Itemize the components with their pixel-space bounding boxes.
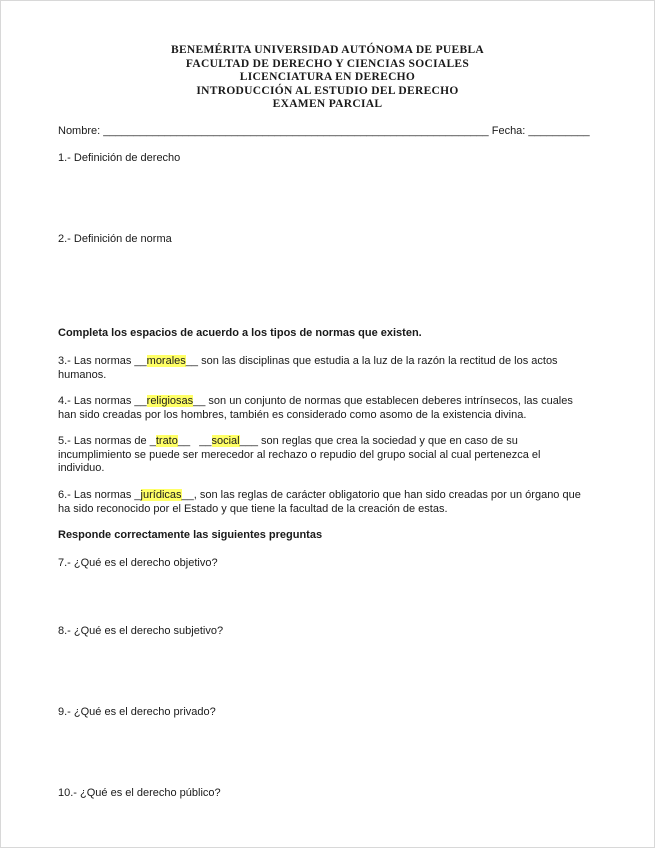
q4-answer: religiosas <box>146 395 194 407</box>
question-5-line2: incumplimiento se puede ser merecedor al rechazo o repudio del grupo social al cual pertenezca el <box>58 448 541 461</box>
question-6-line2: ha sido reconocido por el Estado y que tiene la facultad de la creación de estas. <box>58 502 448 515</box>
q3-prefix: 3.- Las normas __ <box>58 355 147 367</box>
q5-prefix: 5.- Las normas de _ <box>58 435 156 447</box>
date-blank: __________ <box>528 125 590 137</box>
q5-middle: __ __ <box>177 435 212 447</box>
header-program: LICENCIATURA EN DERECHO <box>239 71 416 84</box>
question-7: 7.- ¿Qué es el derecho objetivo? <box>58 557 218 569</box>
question-5-line3: individuo. <box>58 462 105 474</box>
question-2: 2.- Definición de norma <box>58 233 172 245</box>
question-10: 10.- ¿Qué es el derecho público? <box>58 787 221 799</box>
question-9: 9.- ¿Qué es el derecho privado? <box>58 706 216 718</box>
question-6 <box>58 489 598 503</box>
header-university: BENEMÉRITA UNIVERSIDAD AUTÓNOMA DE PUEBLA <box>170 44 485 56</box>
q6-prefix: 6.- Las normas _ <box>58 489 141 501</box>
q3-answer: morales <box>146 355 186 367</box>
q5-answer-1: trato <box>155 435 178 447</box>
section-title-fill-blanks: Completa los espacios de acuerdo a los tipos de normas que existen. <box>58 327 422 339</box>
q6-answer: jurídicas <box>140 489 182 501</box>
q6-suffix: __, son las reglas de carácter obligatorio que han sido creadas por un órgano que <box>181 489 581 501</box>
q4-prefix: 4.- Las normas __ <box>58 395 147 407</box>
q3-suffix: __ son las disciplinas que estudia a la luz de la razón la rectitud de los actos <box>185 355 558 367</box>
question-1: 1.- Definición de derecho <box>58 152 181 164</box>
header-faculty: FACULTAD DE DERECHO Y CIENCIAS SOCIALES <box>185 57 470 70</box>
question-5 <box>58 435 598 449</box>
question-4 <box>58 395 598 409</box>
date-label: Fecha: <box>488 125 529 137</box>
section-title-questions: Responde correctamente las siguientes preguntas <box>58 529 323 541</box>
question-3 <box>58 355 598 369</box>
q5-suffix: ___ son reglas que crea la sociedad y que en caso de su <box>239 435 518 447</box>
question-4-line2: han sido creadas por los hombres, también es considerado como asomo de la existencia divina. <box>58 408 527 421</box>
header-course: INTRODUCCIÓN AL ESTUDIO DEL DERECHO <box>196 84 459 97</box>
header-exam-type: EXAMEN PARCIAL <box>272 98 383 111</box>
q4-suffix: __ son un conjunto de normas que establecen deberes intrínsecos, las cuales <box>193 395 573 407</box>
name-blank: _______________________________________________________________ <box>103 125 489 137</box>
name-label: Nombre: <box>58 125 104 137</box>
document-header <box>0 44 655 112</box>
question-3-line2: humanos. <box>58 368 107 381</box>
q5-answer-2: social <box>211 435 240 447</box>
question-8: 8.- ¿Qué es el derecho subjetivo? <box>58 625 224 637</box>
name-date-line <box>58 125 618 139</box>
